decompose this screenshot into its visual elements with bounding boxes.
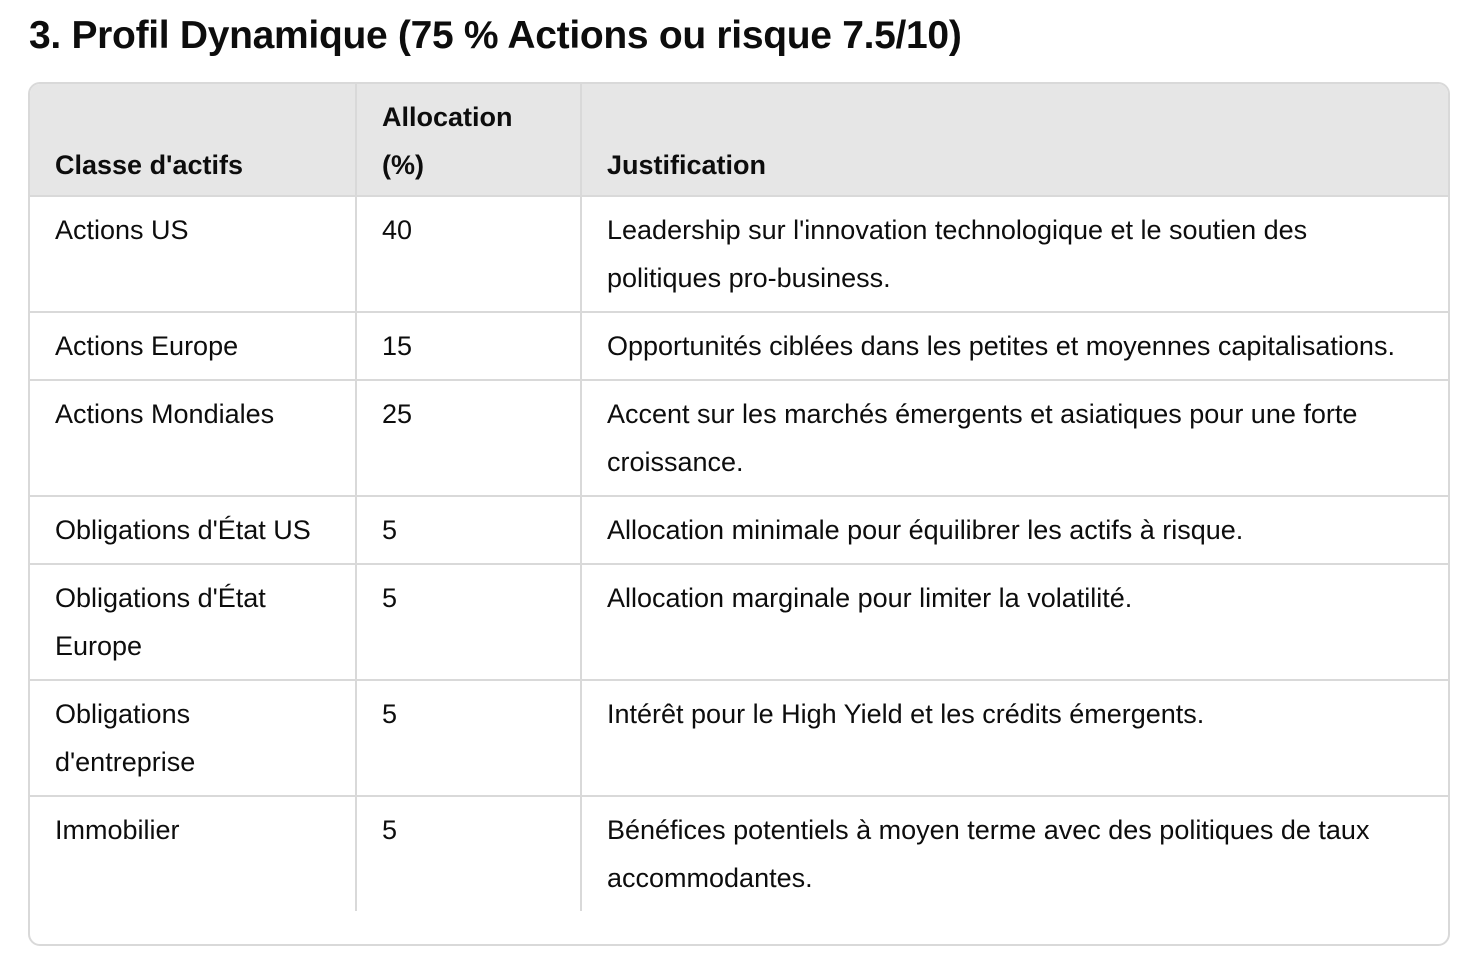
cell-asset-class: Actions Europe: [30, 312, 356, 380]
allocation-table: [30, 84, 1448, 911]
cell-asset-class: Obligations d'État Europe: [30, 564, 356, 680]
table-row: [30, 312, 1448, 380]
cell-allocation: 5: [356, 564, 581, 680]
table-row: [30, 380, 1448, 496]
cell-justification: Opportunités ciblées dans les petites et moyennes capitalisations.: [581, 312, 1448, 380]
cell-asset-class: Immobilier: [30, 796, 356, 911]
cell-justification: Intérêt pour le High Yield et les crédits émergents.: [581, 680, 1448, 796]
header-allocation: Allocation (%): [356, 84, 581, 196]
table-row: [30, 564, 1448, 680]
cell-asset-class: Obligations d'État US: [30, 496, 356, 564]
cell-justification: Leadership sur l'innovation technologique et le soutien des politiques pro-business.: [581, 196, 1448, 312]
cell-allocation: 40: [356, 196, 581, 312]
table-row: [30, 196, 1448, 312]
cell-allocation: 5: [356, 796, 581, 911]
table-body: [30, 196, 1448, 911]
header-row: [30, 84, 1448, 196]
cell-allocation: 5: [356, 496, 581, 564]
section-title: 3. Profil Dynamique (75 % Actions ou risque 7.5/10): [29, 14, 962, 57]
table-row: [30, 796, 1448, 911]
cell-asset-class: Obligations d'entreprise: [30, 680, 356, 796]
cell-asset-class: Actions Mondiales: [30, 380, 356, 496]
allocation-table-container: [28, 82, 1450, 946]
cell-asset-class: Actions US: [30, 196, 356, 312]
header-justification: Justification: [581, 84, 1448, 196]
header-asset-class: Classe d'actifs: [30, 84, 356, 196]
cell-allocation: 25: [356, 380, 581, 496]
table-row: [30, 496, 1448, 564]
cell-allocation: 15: [356, 312, 581, 380]
cell-justification: Bénéfices potentiels à moyen terme avec des politiques de taux accommodantes.: [607, 815, 1370, 893]
cell-justification: Allocation minimale pour équilibrer les actifs à risque.: [581, 496, 1448, 564]
table-header: [30, 84, 1448, 196]
cell-justification: Accent sur les marchés émergents et asiatiques pour une forte croissance.: [581, 380, 1448, 496]
cell-allocation: 5: [356, 680, 581, 796]
table-row: [30, 680, 1448, 796]
cell-justification: Allocation marginale pour limiter la volatilité.: [581, 564, 1448, 680]
